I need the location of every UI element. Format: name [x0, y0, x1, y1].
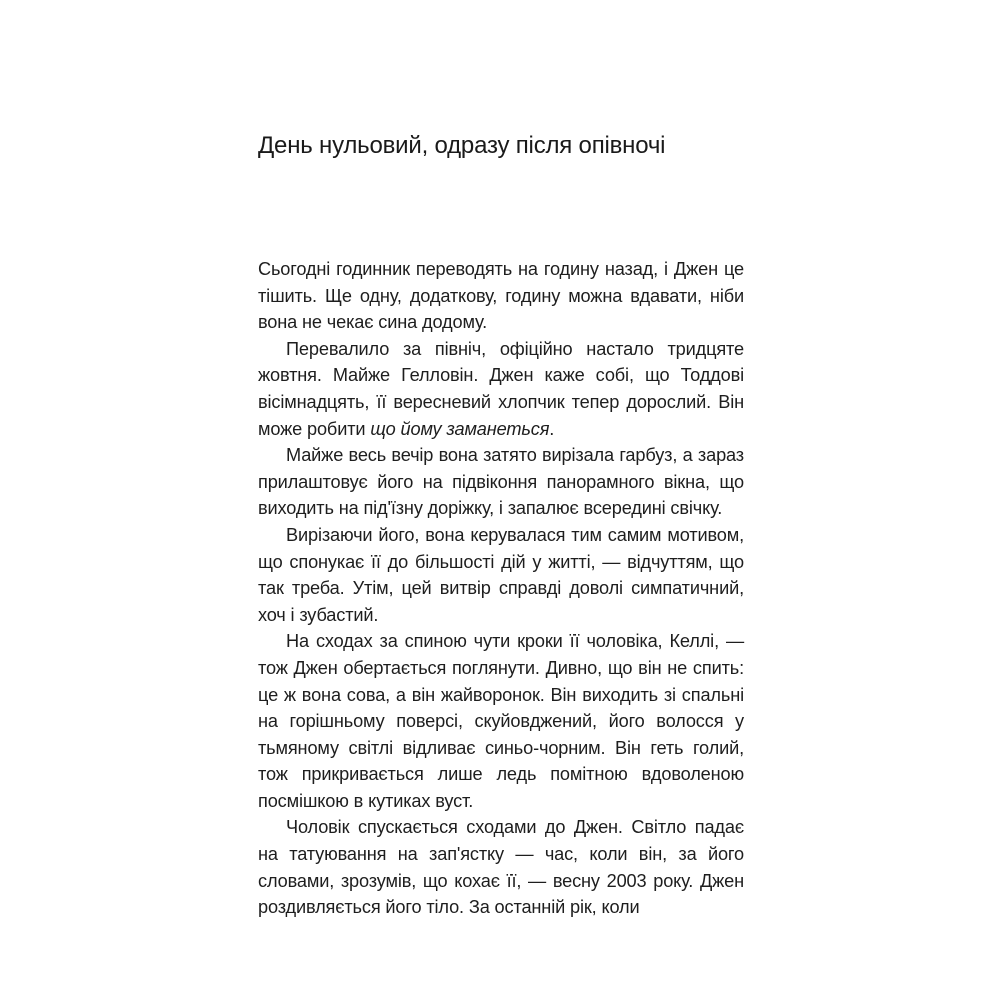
paragraph-6: Чоловік спускається сходами до Джен. Світло падає на татуювання на зап'ястку — час, коли він, за його словами, зрозумів, що кохає її, — весну 2003 року. Джен роздивляється його тіло. За останній рік, коли [258, 817, 744, 918]
paragraph-2-end: . [549, 418, 555, 439]
paragraph-4: Вирізаючи його, вона керувалася тим самим мотивом, що спонукає її до більшості дій у житті, — відчуттям, що так треба. Утім, цей витвір справді доволі симпатичний, хоч і зубастий. [258, 524, 744, 625]
paragraph-2-text: Перевалило за північ, офіційно настало тридцяте жовтня. Майже Гелловін. Джен каже собі, що Тоддові вісімнадцять, її вересневий хлопчик тепер дорослий. Він може робити [258, 338, 744, 439]
chapter-body [258, 256, 744, 921]
paragraph-5: На сходах за спиною чути кроки її чоловіка, Келлі, — тож Джен обертається поглянути. Дивно, що він не спить: це ж вона сова, а він жайворонок. Він виходить зі спальні на горішньому поверсі, скуйовджений, його волосся у тьмяному світлі відливає синьо-чорним. Він геть голий, тож прикривається лише ледь помітною вдоволеною посмішкою в кутиках вуст. [258, 631, 744, 811]
paragraph-2-emphasis: що йому заманеться [370, 418, 550, 439]
paragraph-1: Сьогодні годинник переводять на годину назад, і Джен це тішить. Ще одну, додаткову, годину можна вдавати, ніби вона не чекає сина додому. [258, 259, 744, 333]
paragraph-3: Майже весь вечір вона затято вирізала гарбуз, а зараз прилаштовує його на підвіконня панорамного вікна, що виходить на під'їзну доріжку, і запалює всередині свічку. [258, 445, 744, 519]
paragraph-2 [258, 336, 744, 442]
chapter-title: День нульовий, одразу після опівночі [258, 132, 666, 159]
